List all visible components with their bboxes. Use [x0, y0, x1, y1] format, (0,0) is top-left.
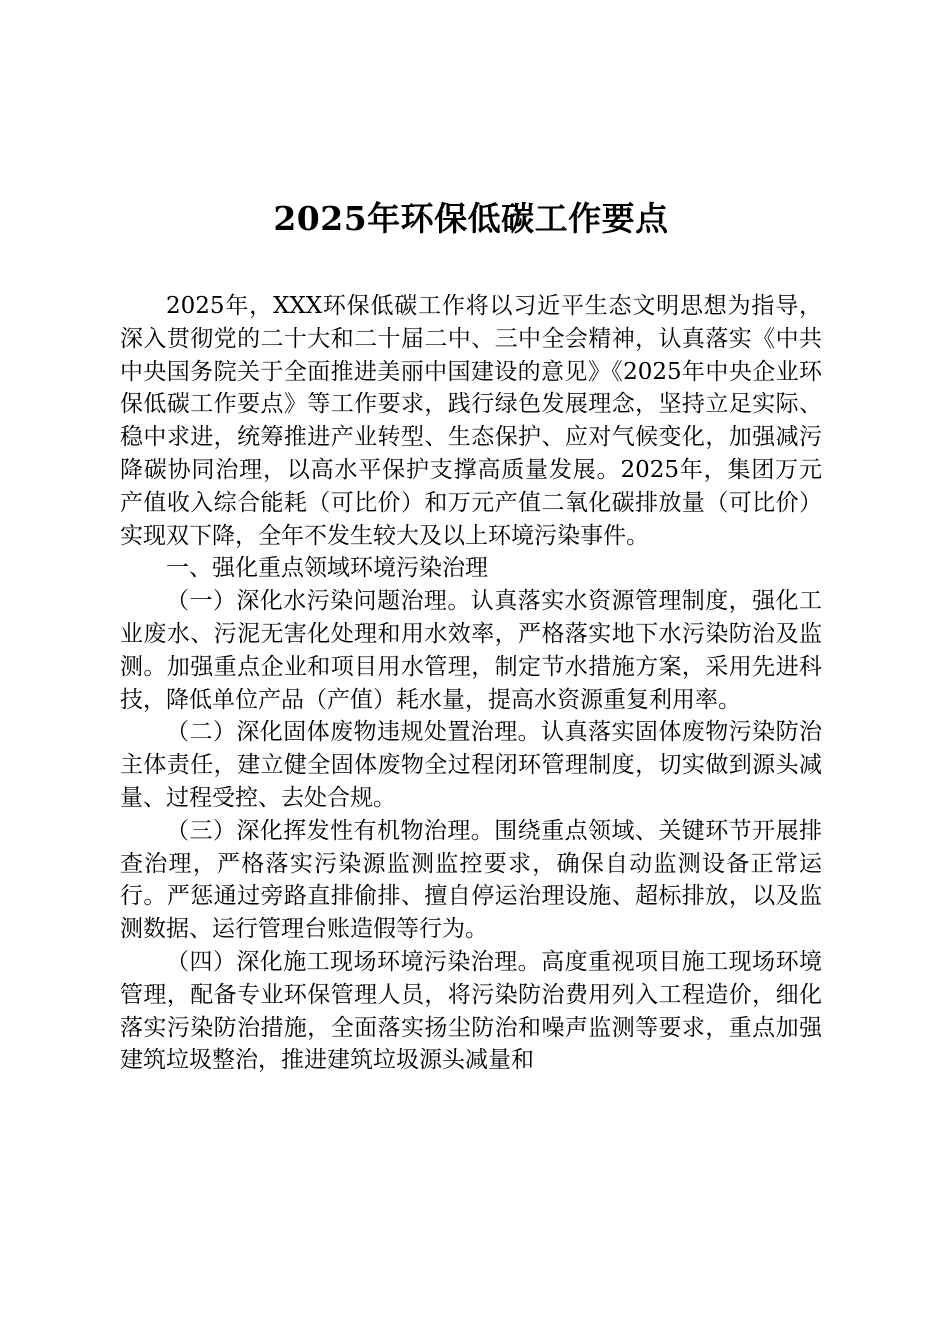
- item-text: 认真落实固体废物污染防治主体责任，建立健全固体废物全过程闭环管理制度，切实做到源头减量、过程受控、去处合规。: [120, 719, 823, 811]
- item-text: 围绕重点领域、关键环节开展排查治理，严格落实污染源监测监控要求，确保自动监测设备正常运行。严惩通过旁路直排偷排、擅自停运治理设施、超标排放，以及监测数据、运行管理台账造假等行为。: [120, 817, 823, 943]
- item-lead: （一）深化水污染问题治理。: [166, 588, 471, 615]
- item-paragraph: [120, 716, 822, 814]
- intro-paragraph: 2025年，XXX环保低碳工作将以习近平生态文明思想为指导，深入贯彻党的二十大和二十届二中、三中全会精神，认真落实《中共中央国务院关于全面推进美丽中国建设的意见》《2025年中央企业环保低碳工作要点》等工作要求，践行绿色发展理念，坚持立足实际、稳中求进，统筹推进产业转型、生态保护、应对气候变化，加强减污降碳协同治理，以高水平保护支撑高质量发展。2025年，集团万元产值收入综合能耗（可比价）和万元产值二氧化碳排放量（可比价）实现双下降，全年不发生较大及以上环境污染事件。: [120, 293, 822, 549]
- document-title: 2025年环保低碳工作要点: [273, 199, 669, 238]
- item-lead: （三）深化挥发性有机物治理。: [166, 817, 495, 844]
- item-paragraph: [120, 946, 822, 1077]
- item-text: 认真落实水资源管理制度，强化工业废水、污泥无害化处理和用水效率，严格落实地下水污染防治及监测。加强重点企业和项目用水管理，制定节水措施方案，采用先进科技，降低单位产品（产值）耗水量，提高水资源重复利用率。: [120, 588, 823, 713]
- section-heading: 一、强化重点领域环境污染治理: [166, 555, 488, 582]
- item-lead: （四）深化施工现场环境污染治理。: [166, 948, 542, 975]
- item-paragraph: [120, 585, 822, 716]
- item-paragraph: [120, 815, 822, 946]
- item-lead: （二）深化固体废物违规处置治理。: [166, 719, 542, 746]
- document-body: [120, 290, 822, 1077]
- item-text: 高度重视项目施工现场环境管理，配备专业环保管理人员，将污染防治费用列入工程造价，细化落实污染防治措施，全面落实扬尘防治和噪声监测等要求，重点加强建筑垃圾整治，推进建筑垃圾源头减量和: [120, 948, 823, 1074]
